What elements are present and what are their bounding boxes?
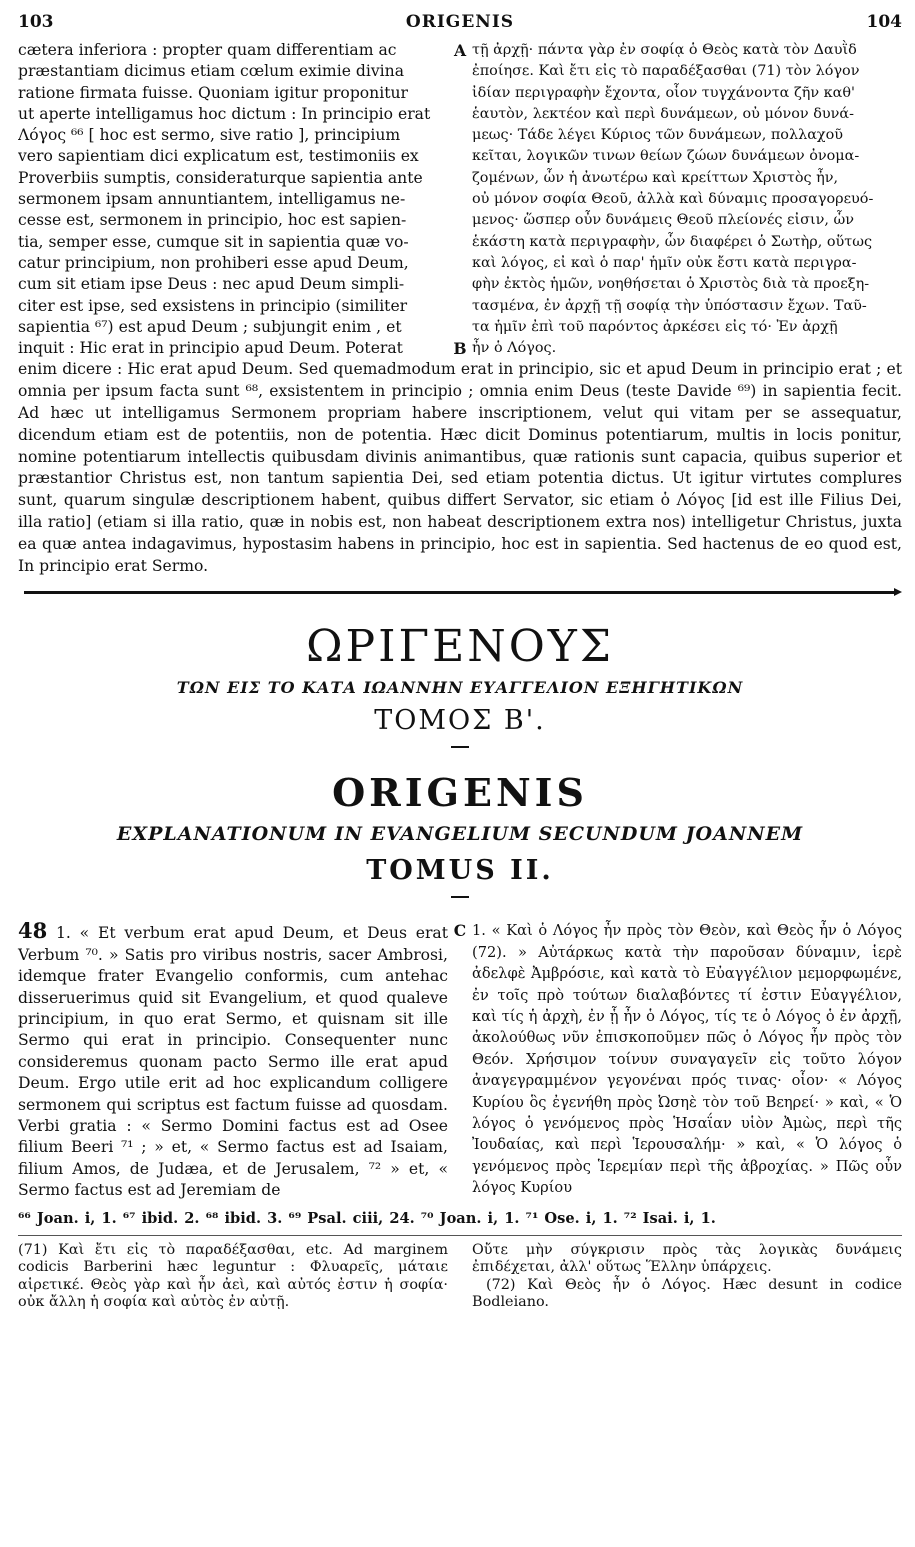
bottom-columns [18, 920, 902, 1201]
notes-right [472, 1242, 902, 1312]
greek-text-line: τῇ ἀρχῇ· πάντα γὰρ ἐν σοφίᾳ ὁ Θεὸς κατὰ τὸν Δαυῒδ [472, 42, 857, 58]
margin-marker-b: B [453, 339, 467, 359]
greek-text-line: κεῖται, λογικῶν τινων θείων ζώων δυνάμεων ὀνομα- [472, 148, 860, 165]
greek-work-subtitle: ΤΩΝ ΕΙΣ ΤΟ ΚΑΤΑ ΙΩΑΝΝΗΝ ΕΥΑΓΓΕΛΙΟΝ ΕΞΗΓΗΤΙΚΩΝ [176, 678, 744, 698]
page-number-right: 104 [866, 12, 902, 32]
note-71: (71) Καὶ ἔτι εἰς τὸ παραδέξασθαι, etc. Ad marginem codicis Barberini hæc leguntur : Φλυαρεῖς, μάταιε αἱρετικέ. Θεὸς γὰρ καὶ ἦν ἀεὶ, καὶ αὐτός ἐστιν ἡ σοφία· οὐκ ἄλλη ἡ σοφία καὶ αὐτὸς ἐν αὐτῇ. [18, 1241, 448, 1311]
footnote-separator [18, 1235, 902, 1236]
title-block [18, 622, 902, 898]
top-columns [18, 40, 902, 338]
margin-marker-a: A [453, 41, 467, 60]
latin-text-line: citer est ipse, sed exsistens in principio (similiter [18, 296, 408, 315]
latin-text-line: cum sit etiam ipse Deus : nec apud Deum simpli- [18, 275, 405, 294]
greek-text-line: ἰδίαν περιγραφὴν ἔχοντα, οἷον τυγχάνοντα ζῆν καθ' [472, 84, 856, 101]
latin-text-line: ut aperte intelligamus hoc dictum : In principio erat [18, 104, 431, 123]
title-dash-2 [451, 896, 469, 898]
greek-text-line: ἑκάστη κατὰ περιγραφὴν, ὧν διαφέρει ὁ Σωτὴρ, οὕτως [472, 233, 873, 250]
title-dash [451, 746, 469, 748]
greek-text-line: μενος· ὥσπερ οὖν δυνάμεις Θεοῦ πλείονές εἰσιν, ὧν [472, 212, 854, 229]
greek-text-line: τασμένα, ἐν ἀρχῇ τῇ σοφίᾳ τὴν ὑπόστασιν ἔχων. Ταῦ- [472, 297, 867, 314]
latin-text-line: cætera inferiora : propter quam differentiam ac [18, 41, 397, 59]
notes-columns [18, 1242, 902, 1312]
greek-author-title: ΩΡΙΓΕΝΟΥΣ [306, 621, 614, 673]
greek-text-line: ἐποίησε. Καὶ ἔτι εἰς τὸ παραδέξασθαι (71) τὸν λόγον [472, 63, 860, 80]
note-72: (72) Καὶ Θεὸς ἦν ὁ Λόγος. Hæc desunt in codice Bodleiano. [472, 1276, 902, 1311]
latin-text-line: ratione firmata fuisse. Quoniam igitur proponitur [18, 83, 408, 102]
bottom-greek-column: 1. « Καὶ ὁ Λόγος ἦν πρὸς τὸν Θεὸν, καὶ Θεὸς ἦν ὁ Λόγος (72). » Αὐτάρκως κατὰ τὴν παροῦσαν δύναμιν, ἱερὲ ἀδελφὲ Ἀμβρόσιε, καὶ κατὰ τὸ Εὐαγγέλιον μεμορφωμένε, ἐν τοῖς πρὸ τούτων διαλαβόντες τί ἐστιν Εὐαγγέλιον, καὶ τίς ἡ ἀρχὴ, ἐν ᾗ ἦν ὁ Λόγος, τίς τε ὁ Λόγος ὁ ἐν ἀρχῇ, ἀκολούθως νῦν ἐπισκοποῦμεν πῶς ὁ Λόγος ἦν πρὸς τὸν Θεόν. Χρήσιμον τοίνυν συναγαγεῖν εἰς τοῦτο λόγον ἀναγεγραμμένον γεγονέναι πρός τινας· οἷον· « Λόγος Κυρίου ὃς ἐγενήθη πρὸς Ὠσηὲ τὸν τοῦ Βεηρεί· » καὶ, « Ὁ λόγος ὁ γενόμενος πρὸς Ἡσαΐαν υἱὸν Ἀμὼς, περὶ τῆς Ἰουδαίας, καὶ περὶ Ἱερουσαλήμ· » καὶ, « Ὁ λόγος ὁ γενόμενος πρὸς Ἱερεμίαν περὶ τῆς ἀβροχίας. » Πῶς οὖν λόγος Κυρίου [472, 922, 902, 1197]
bottom-latin-text: 1. « Et verbum erat apud Deum, et Deus erat Verbum ⁷⁰. » Satis pro viribus nostris, sacer Ambrosi, idemque frater Evangelio conformis, cum antehac disseruerimus quid sit Evangelium, et quod qualeve principium, in quo erat Sermo, et quisnam sit ille Sermo qui erat in principio. Consequenter nunc consideremus quonam pacto Sermo ille erat apud Deum. Ergo utile erit ad hoc explicandum colligere sermonem qui scriptus est factum fuisse ad quosdam. Verbi gratia : « Sermo Domini factus est ad Osee filium Beeri ⁷¹ ; » et, « Sermo factus est ad Isaiam, filium Amos, de Judæa, et de Jerusalem, ⁷² » et, « Sermo factus est ad Jeremiam de [18, 924, 448, 1200]
transition-greek: ἦν ὁ Λόγος. [472, 340, 557, 357]
page-number-left: 103 [18, 12, 54, 32]
note-71-continuation: Οὔτε μὴν σύγκρισιν πρὸς τὰς λογικὰς δυνάμεις ἐπιδέχεται, ἀλλ' οὕτως Ἕλλην ὑπάρχεις. [472, 1241, 902, 1276]
top-greek-column [472, 40, 902, 338]
latin-text-line: Proverbiis sumptis, consideraturque sapientia ante [18, 168, 423, 187]
latin-author-title: ORIGENIS [332, 770, 588, 816]
bottom-latin-column [18, 920, 448, 1201]
greek-tome-heading: ΤΟΜΟΣ Β'. [374, 705, 546, 737]
latin-text-line: vero sapientiam dici explicatum est, testimoniis ex [18, 147, 419, 166]
latin-text-line: sermonem ipsam annuntiantem, intelligamus ne- [18, 190, 406, 209]
transition-line [18, 338, 902, 359]
greek-text-line: φὴν ἐκτὸς ἡμῶν, νοηθήσεται ὁ Χριστὸς διὰ τὰ προεξη- [472, 276, 870, 293]
latin-tome-heading: TOMUS II. [366, 855, 554, 887]
latin-work-subtitle: EXPLANATIONUM IN EVANGELIUM SECUNDUM JOANNEM [116, 823, 804, 846]
page [18, 12, 902, 1312]
greek-text-line: οὐ μόνον σοφία Θεοῦ, ἀλλὰ καὶ δύναμις προσαγορευό- [472, 191, 874, 208]
latin-text-line: tia, semper esse, cumque sit in sapientia quæ vo- [18, 232, 409, 251]
greek-text-line: ζομένων, ὧν ἡ ἀνωτέρω καὶ κρείττων Χριστὸς ἦν, [472, 169, 839, 186]
scripture-references: ⁶⁶ Joan. i, 1. ⁶⁷ ibid. 2. ⁶⁸ ibid. 3. ⁶⁹ Psal. ciii, 24. ⁷⁰ Joan. i, 1. ⁷¹ Ose. i, 1. ⁷² Isai. i, 1. [18, 1209, 716, 1227]
greek-text-line: μεως· Τάδε λέγει Κύριος τῶν δυνάμεων, πολλαχοῦ [472, 127, 844, 144]
section-number: 48 [18, 918, 48, 944]
transition-latin: inquit : Hic erat in principio apud Deum. Poterat [18, 339, 403, 358]
margin-marker-c: C [453, 921, 467, 941]
running-title: ORIGENIS [405, 12, 515, 32]
full-width-latin-paragraph: enim dicere : Hic erat apud Deum. Sed quemadmodum erat in principio, sic et apud Deum in principio erat ; et omnia per ipsum facta sunt ⁶⁸, exsistentem in principio ; omnia enim Deus (teste Davide ⁶⁹) in sapientia fecit. Ad hæc ut intelligamus Sermonem propriam habere inscriptionem, velut qui vitam per se assequatur, dicendum etiam est de potentiis, non de potentia. Hæc dicit Dominus potentiarum, multis in locis ponitur, nomine potentiarum intellectis quibusdam divinis animantibus, quæ rationis sunt capacia, quibus superior et præstantior Christus est, non tantum sapientia Dei, sed etiam potentia dictus. Ut igitur virtutes complures sunt, quarum singulæ descriptionem habent, quibus differt Servator, sic etiam ὁ Λόγος [id est ille Filius Dei, illa ratio] (etiam si illa ratio, quæ in nobis est, non habeat descriptionem extra nos) intelligetur Christus, juxta ea quæ antea indagavimus, hypostasim habens in principio, hoc est in sapientia. Sed hactenus de eo quod est, In principio erat Sermo. [18, 360, 902, 575]
running-header [18, 12, 902, 36]
latin-text-line: catur principium, non prohiberi esse apud Deum, [18, 253, 409, 272]
section-divider-rule [24, 591, 896, 594]
latin-text-line: Λόγος ⁶⁶ [ hoc est sermo, sive ratio ], principium [18, 126, 401, 145]
greek-text-line: ἑαυτὸν, λεκτέον καὶ περὶ δυνάμεων, οὐ μόνον δυνά- [472, 105, 854, 122]
latin-text-line: præstantiam dicimus etiam cœlum eximie divina [18, 62, 404, 81]
greek-text-line: καὶ λόγος, εἰ καὶ ὁ παρ' ἡμῖν οὐκ ἔστι κατὰ περιγρα- [472, 254, 857, 271]
latin-text-line: cesse est, sermonem in principio, hoc est sapien- [18, 211, 407, 230]
latin-text-line: sapientia ⁶⁷) est apud Deum ; subjungit enim , et [18, 317, 402, 336]
greek-text-line: τα ἡμῖν ἐπὶ τοῦ παρόντος ἀρκέσει εἰς τό· Ἐν ἀρχῇ [472, 318, 838, 335]
top-latin-column [18, 40, 448, 338]
